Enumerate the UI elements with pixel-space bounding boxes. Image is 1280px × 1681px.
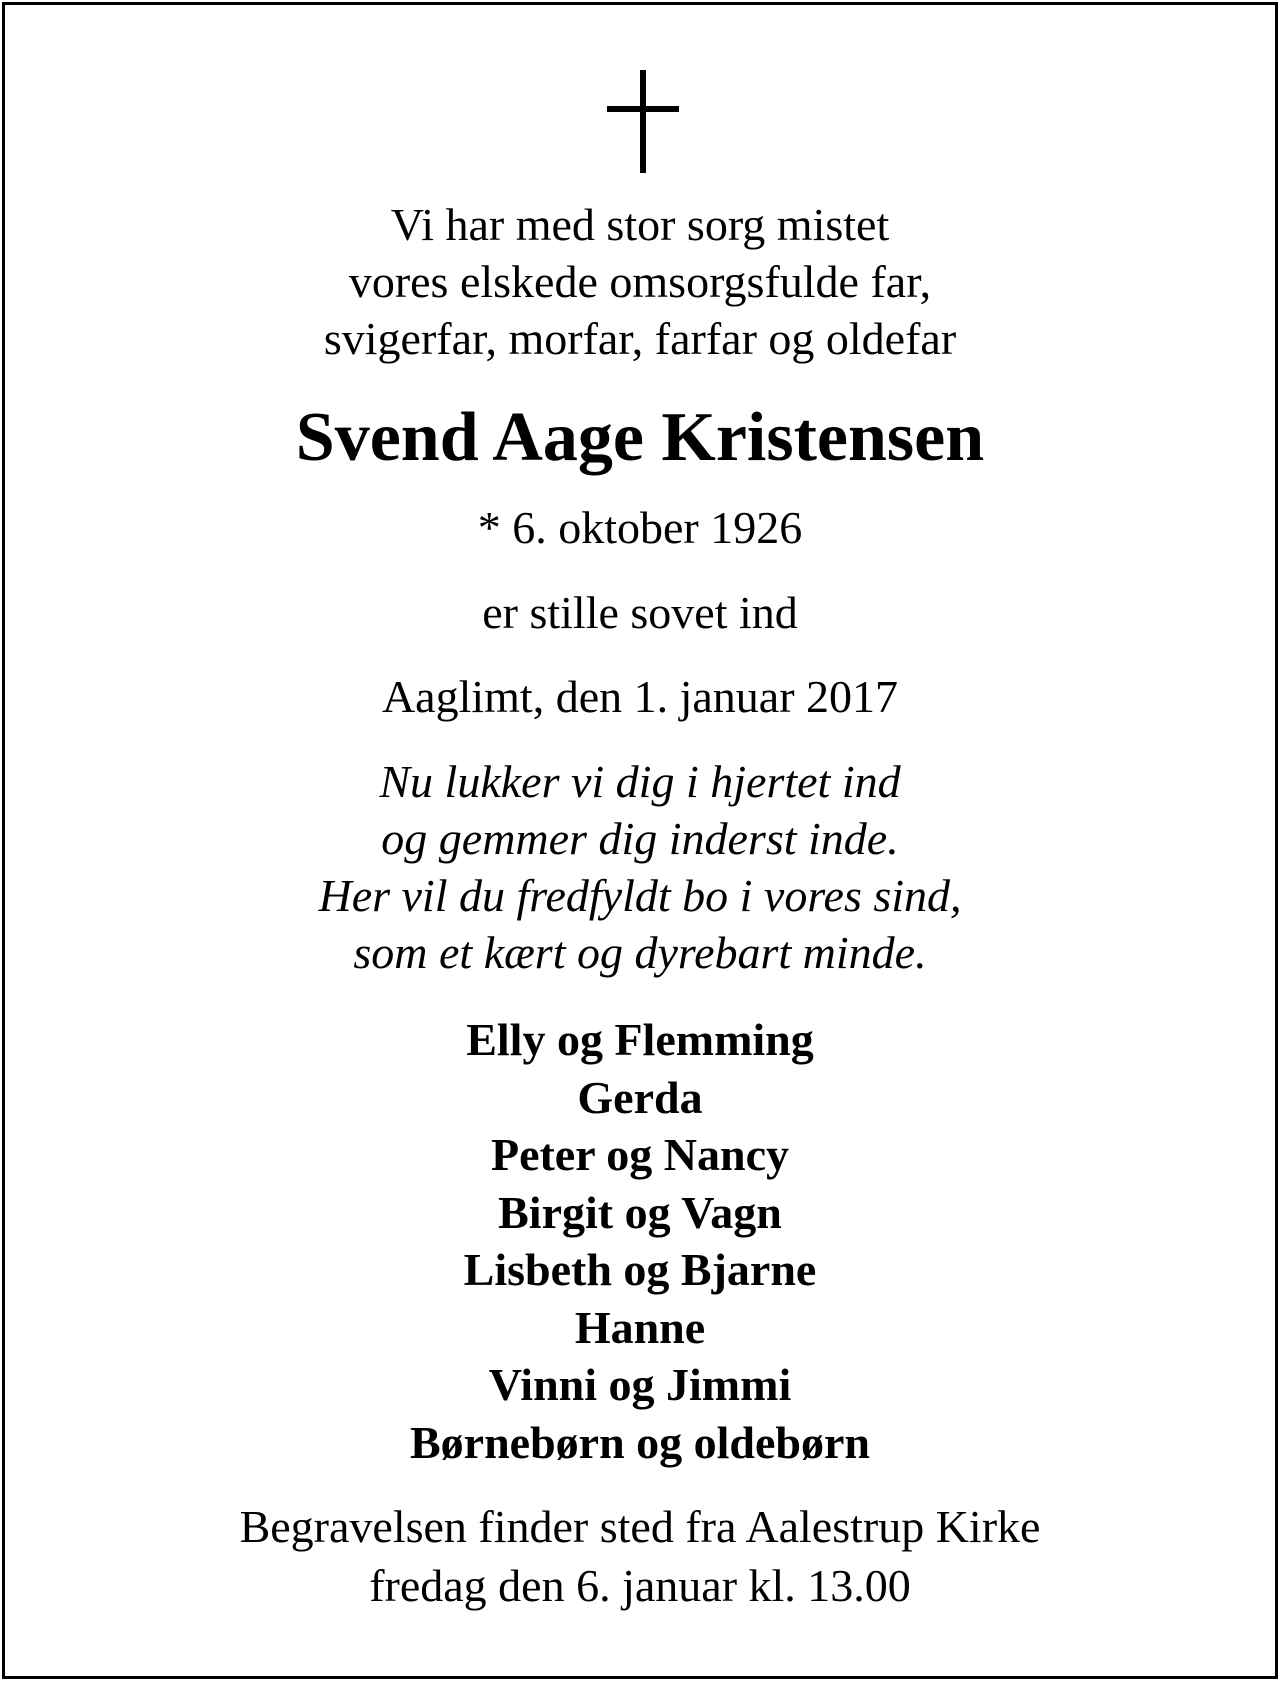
family-line: Lisbeth og Bjarne — [463, 1244, 817, 1295]
intro-line: svigerfar, morfar, farfar og oldefar — [323, 313, 957, 364]
family-line: Elly og Flemming — [466, 1014, 814, 1065]
verse-line: Her vil du fredfyldt bo i vores sind, — [318, 870, 962, 921]
family-list — [0, 1011, 1280, 1471]
place-and-date: Aaglimt, den 1. januar 2017 — [381, 671, 899, 722]
family-line: Birgit og Vagn — [498, 1186, 782, 1238]
passed-away-text: er stille sovet ind — [482, 587, 798, 638]
funeral-line: fredag den 6. januar kl. 13.00 — [369, 1560, 911, 1611]
memorial-verse — [0, 753, 1280, 981]
funeral-line: Begravelsen finder sted fra Aalestrup Kirke — [239, 1501, 1041, 1552]
family-line: Hanne — [574, 1301, 706, 1353]
deceased-name: Svend Aage Kristensen — [295, 399, 985, 476]
verse-line: Nu lukker vi dig i hjertet ind — [379, 756, 901, 807]
verse-line: som et kært og dyrebart minde. — [353, 927, 927, 978]
intro-line: Vi har med stor sorg mistet — [390, 199, 890, 250]
intro-line: vores elskede omsorgsfulde far, — [348, 256, 932, 307]
birth-date: * 6. oktober 1926 — [477, 502, 803, 553]
family-line: Peter og Nancy — [490, 1129, 790, 1180]
verse-line: og gemmer dig inderst inde. — [381, 813, 899, 864]
intro-text — [0, 196, 1280, 367]
cross-icon — [607, 70, 679, 175]
family-line: Børnebørn og oldebørn — [409, 1416, 871, 1468]
funeral-details — [0, 1497, 1280, 1615]
family-line: Vinni og Jimmi — [488, 1359, 792, 1410]
family-line: Gerda — [577, 1071, 703, 1123]
